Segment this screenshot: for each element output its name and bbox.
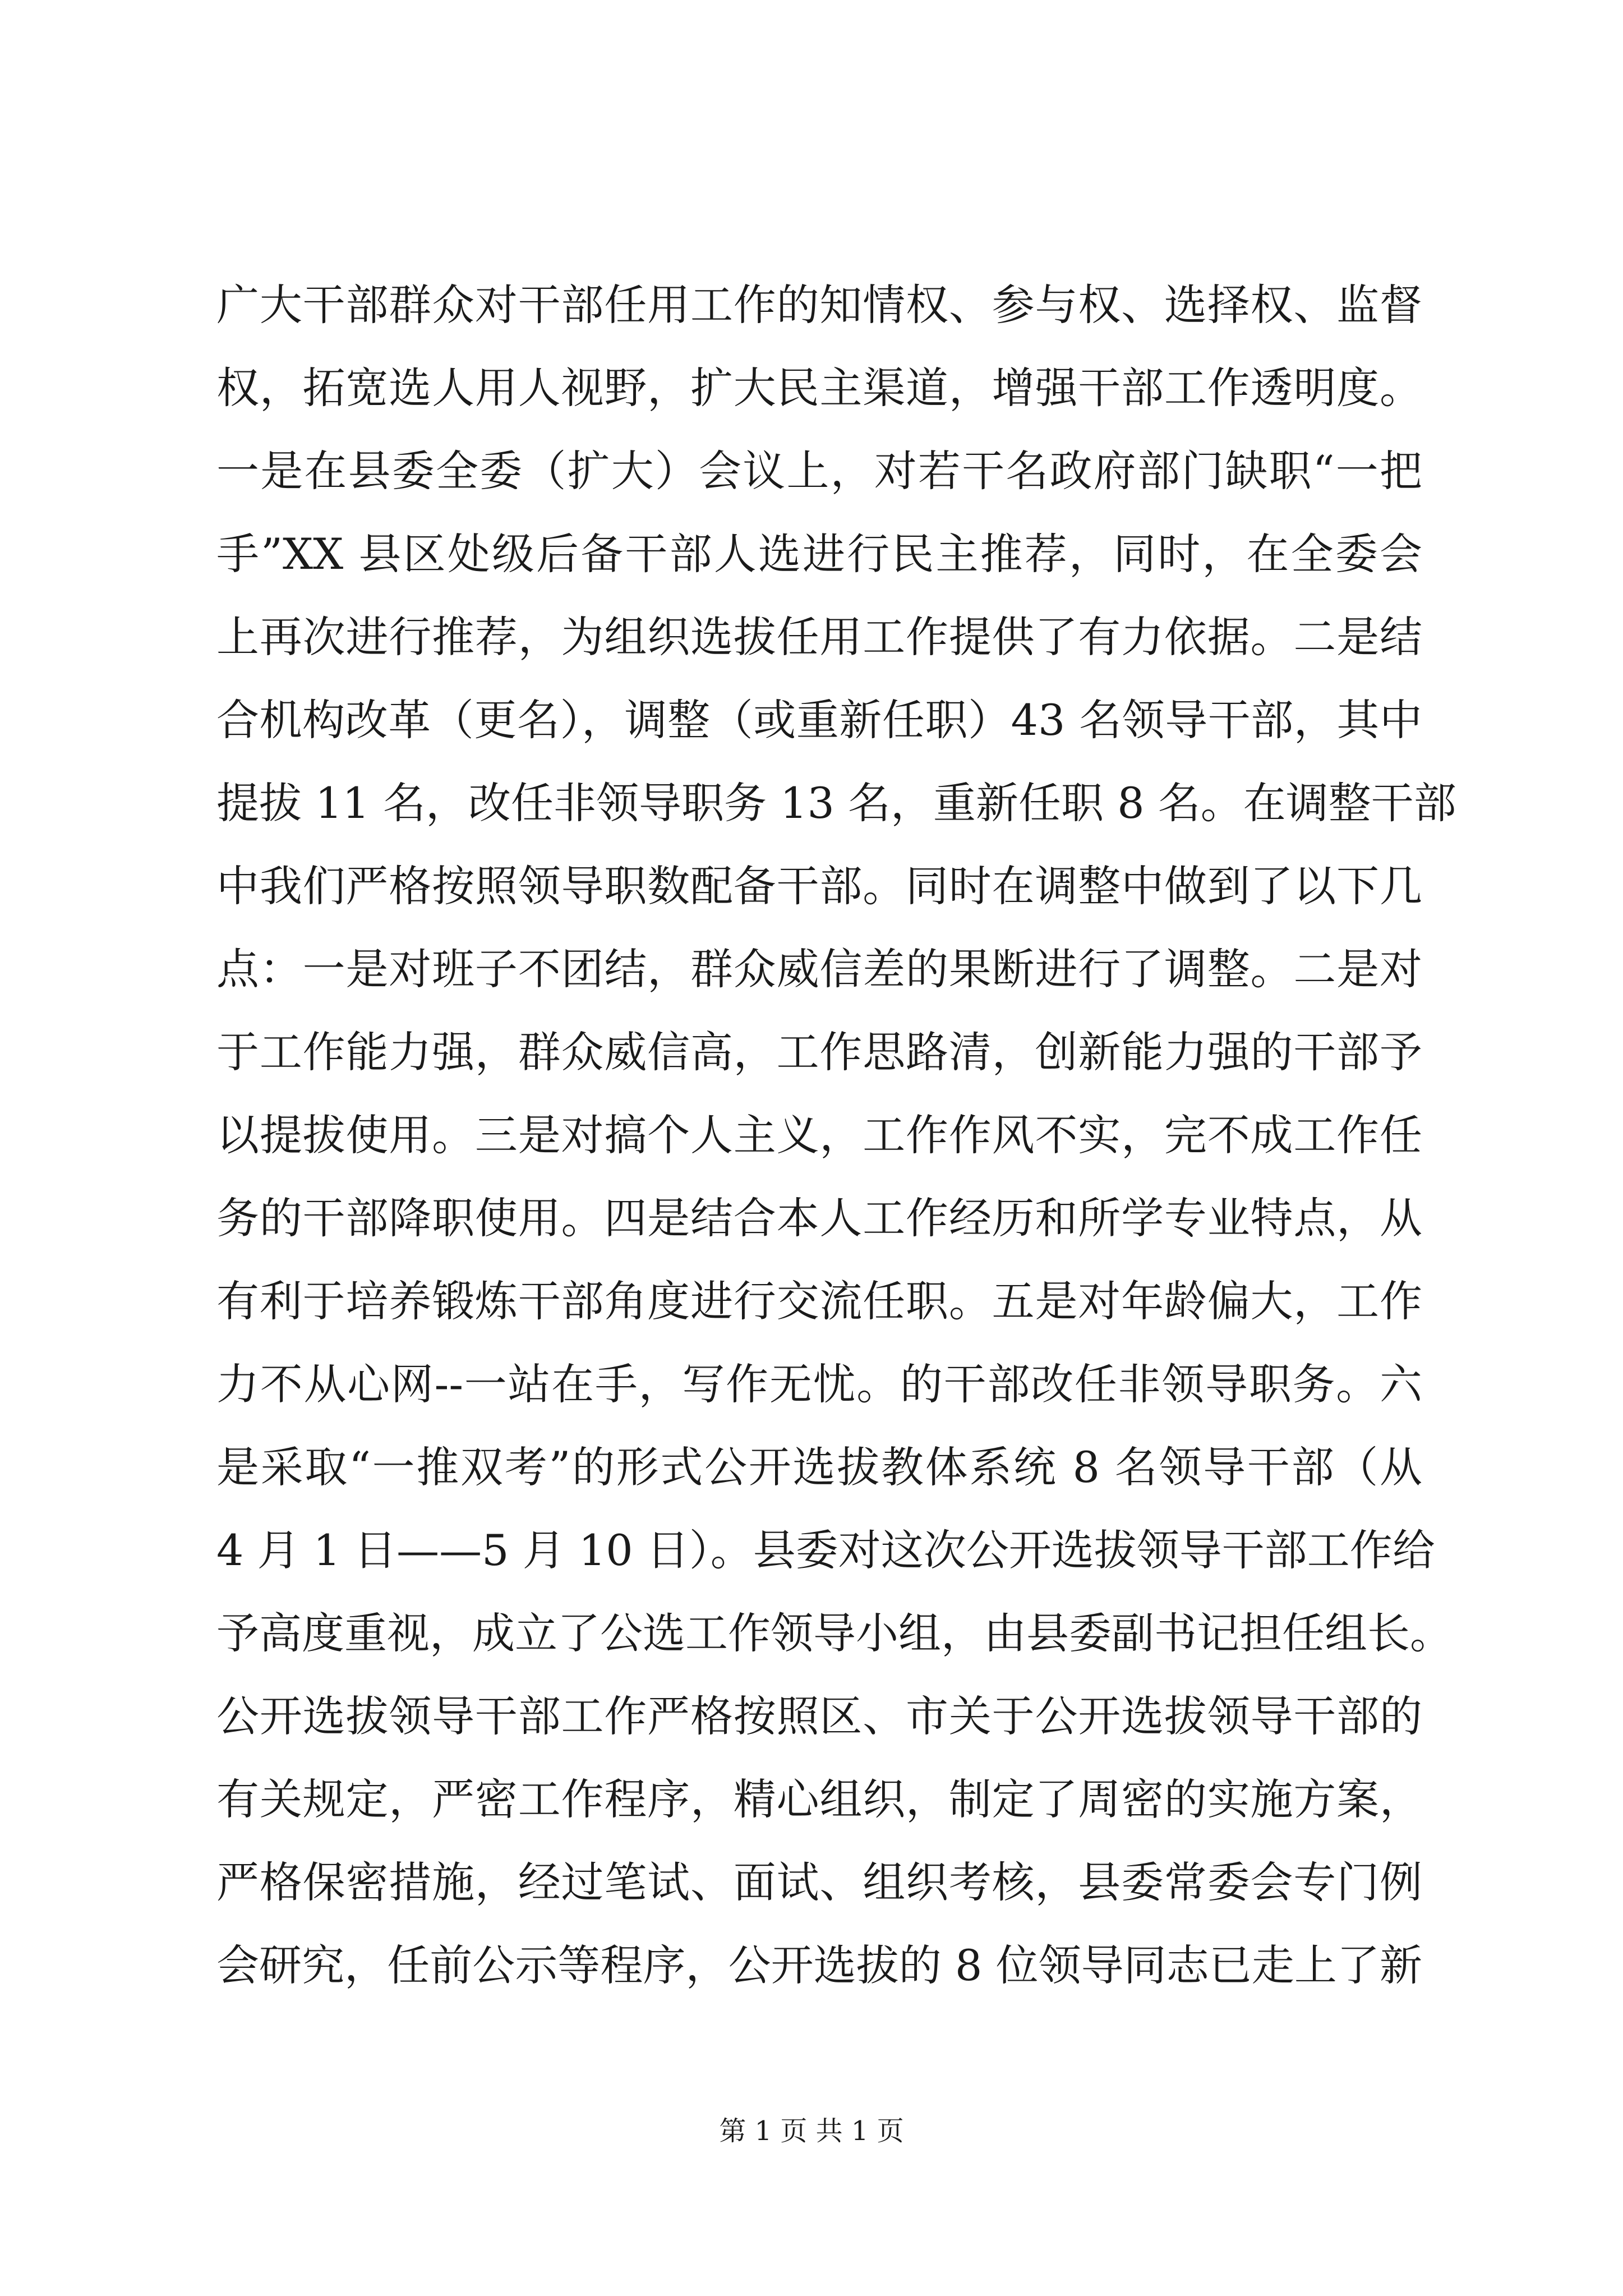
body-text (216, 264, 1456, 2007)
text-line: 力不从心网--一站在手，写作无忧。的干部改任非领导职务。六 (216, 1359, 1422, 1409)
text-line: 点：一是对班子不团结，群众威信差的果断进行了调整。二是对 (216, 944, 1422, 994)
text-line: 4 月 1 日——5 月 10 日）。县委对这次公开选拔领导干部工作给 (216, 1525, 1435, 1575)
text-line: 有利于培养锻炼干部角度进行交流任职。五是对年龄偏大，工作 (216, 1276, 1422, 1326)
text-line: 务的干部降职使用。四是结合本人工作经历和所学专业特点，从 (216, 1193, 1422, 1243)
text-line: 一是在县委全委（扩大）会议上，对若干名政府部门缺职“一把 (216, 446, 1422, 496)
text-line: 合机构改革（更名），调整（或重新任职）43 名领导干部，其中 (216, 695, 1422, 745)
text-line: 上再次进行推荐，为组织选拔任用工作提供了有力依据。二是结 (216, 612, 1422, 662)
text-line: 有关规定，严密工作程序，精心组织，制定了周密的实施方案， (216, 1774, 1422, 1824)
text-line: 是采取“一推双考”的形式公开选拔教体系统 8 名领导干部（从 (216, 1442, 1422, 1492)
text-line: 权，拓宽选人用人视野，扩大民主渠道，增强干部工作透明度。 (216, 363, 1422, 413)
text-line: 会研究，任前公示等程序，公开选拔的 8 位领导同志已走上了新 (216, 1940, 1422, 1990)
text-line: 以提拔使用。三是对搞个人主义，工作作风不实，完不成工作任 (216, 1110, 1422, 1160)
text-line: 中我们严格按照领导职数配备干部。同时在调整中做到了以下几 (216, 861, 1422, 911)
text-line: 于工作能力强，群众威信高，工作思路清，创新能力强的干部予 (216, 1027, 1422, 1077)
page-footer (0, 2109, 1623, 2148)
text-line: 公开选拔领导干部工作严格按照区、市关于公开选拔领导干部的 (216, 1691, 1422, 1741)
text-line: 手”XX 县区处级后备干部人选进行民主推荐，同时，在全委会 (216, 529, 1422, 579)
text-line: 予高度重视，成立了公选工作领导小组，由县委副书记担任组长。 (216, 1608, 1453, 1658)
text-line: 广大干部群众对干部任用工作的知情权、参与权、选择权、监督 (216, 280, 1422, 330)
page-number-label: 第 1 页 共 1 页 (719, 2115, 904, 2147)
text-line: 严格保密措施，经过笔试、面试、组织考核，县委常委会专门例 (216, 1857, 1422, 1907)
text-line: 提拔 11 名，改任非领导职务 13 名，重新任职 8 名。在调整干部 (216, 778, 1456, 828)
